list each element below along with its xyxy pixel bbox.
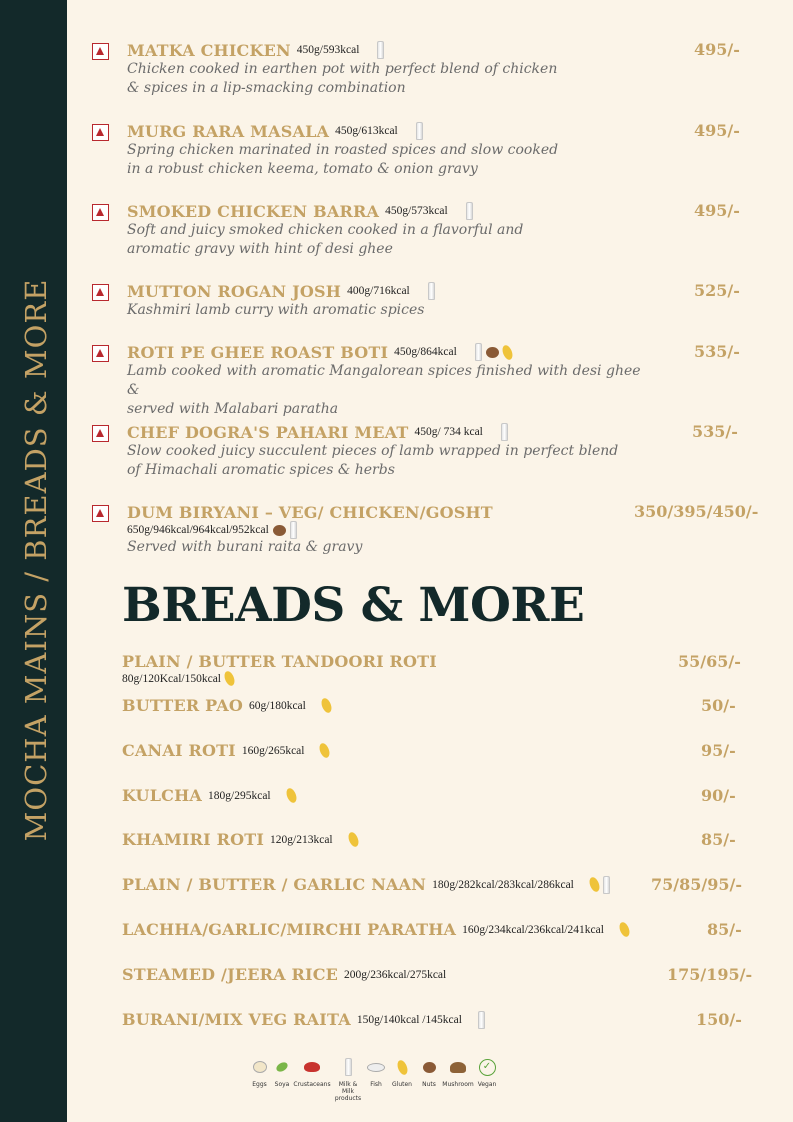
dish-price: 495/- [694,40,740,59]
gluten-icon [345,831,360,848]
dish-price: 75/85/95/- [651,875,742,894]
dish-weight: 450g/ 734 kcal [414,426,483,438]
soya-icon [275,1061,289,1074]
legend-label: Crustaceans [293,1081,331,1088]
dish-name: SMOKED CHICKEN BARRA [127,201,380,221]
sidebar [0,0,67,1122]
dish-weight: 60g/180kcal [249,699,306,712]
gluten-icon [617,921,632,938]
dish-description: of Himachali aromatic spices & herbs [127,462,395,478]
bread-item [122,741,329,760]
dish-name: BUTTER PAO [122,696,243,715]
allergen-legend [248,1056,499,1102]
milk-icon [290,521,297,539]
dish-price: 535/- [694,342,740,361]
dish-description: Spring chicken marinated in roasted spices and slow cooked [127,142,559,158]
dish-weight: 120g/213kcal [270,833,333,846]
dish-name: KULCHA [122,786,203,805]
gluten-icon [394,1058,409,1075]
milk-icon [345,1058,352,1076]
dish-description: Kashmiri lamb curry with aromatic spices [127,302,425,318]
dish-weight: 80g/120Kcal/150kcal [122,672,222,685]
dish-price: 50/- [701,696,736,715]
milk-icon [501,423,508,441]
menu-item [127,422,647,480]
dish-name: BURANI/MIX VEG RAITA [122,1010,351,1029]
legend-item [293,1056,331,1102]
menu-item [127,281,647,320]
legend-item [387,1056,417,1102]
nuts-icon [273,525,286,536]
dish-weight: 650g/946kcal/964kcal/952kcal [127,524,269,536]
nuts-icon [423,1062,436,1073]
dish-price: 535/- [692,422,738,441]
fish-icon [367,1063,385,1072]
dish-name: MURG RARA MASALA [127,121,330,141]
non-veg-icon [92,124,109,141]
dish-price: 495/- [694,121,740,140]
dish-name: MATKA CHICKEN [127,40,291,60]
menu-item [127,40,647,98]
dish-weight: 400g/716kcal [347,285,410,297]
menu-item [127,121,647,179]
milk-icon [428,282,435,300]
dish-name: ROTI PE GHEE ROAST BOTI [127,342,389,362]
non-veg-icon [92,425,109,442]
dish-description: Slow cooked juicy succulent pieces of lamb wrapped in perfect blend [127,443,619,459]
dish-price: 525/- [694,281,740,300]
dish-price: 495/- [694,201,740,220]
dish-description: Soft and juicy smoked chicken cooked in a flavorful and [127,222,524,238]
dish-weight: 450g/613kcal [335,125,398,137]
dish-price: 85/- [707,920,742,939]
bread-item [122,965,458,984]
non-veg-icon [92,43,109,60]
dish-weight: 450g/593kcal [296,44,360,56]
dish-name: PLAIN / BUTTER / GARLIC NAAN [122,875,427,894]
dish-weight: 160g/234kcal/236kcal/241kcal [462,923,604,936]
dish-description: Lamb cooked with aromatic Mangalorean spices finished with desi ghee & [127,363,641,398]
dish-name: PLAIN / BUTTER TANDOORI ROTI [122,652,437,671]
legend-item [365,1056,387,1102]
bread-item [122,830,358,849]
bread-item [122,652,437,686]
bread-item [122,786,296,805]
legend-item [271,1056,293,1102]
dish-description: Served with burani raita & gravy [127,539,363,555]
nuts-icon [486,347,499,358]
milk-icon [603,876,610,894]
dish-description: & spices in a lip-smacking combination [127,80,406,96]
gluten-icon [319,697,334,714]
non-veg-icon [92,284,109,301]
mushroom-icon [450,1062,466,1073]
non-veg-icon [92,204,109,221]
dish-price: 150/- [696,1010,742,1029]
dish-description: in a robust chicken keema, tomato & onion gravy [127,161,478,177]
bread-item [122,920,629,939]
dish-price: 95/- [701,741,736,760]
dish-weight: 150g/140kcal /145kcal [356,1013,462,1026]
dish-name: STEAMED /JEERA RICE [122,965,339,984]
legend-label: Gluten [392,1081,412,1088]
dish-price: 90/- [701,786,736,805]
dish-name: MUTTON ROGAN JOSH [127,281,342,301]
milk-icon [478,1011,485,1029]
gluten-icon [222,670,237,687]
legend-label: Fish [370,1081,382,1088]
gluten-icon [317,742,332,759]
dish-weight: 450g/864kcal [394,346,457,358]
dish-name: CHEF DOGRA'S PAHARI MEAT [127,422,409,442]
milk-icon [475,343,482,361]
menu-item [127,201,647,259]
crab-icon [304,1062,320,1072]
dish-price: 55/65/- [678,652,741,671]
non-veg-icon [92,505,109,522]
legend-item [331,1056,365,1102]
legend-label: Soya [274,1081,290,1088]
dish-name: DUM BIRYANI – VEG/ CHICKEN/GOSHT [127,502,493,522]
legend-item [475,1056,499,1102]
dish-price: 175/195/- [667,965,753,984]
legend-label: Nuts [422,1081,436,1088]
legend-label: Mushroom [442,1081,474,1088]
menu-item [127,342,647,419]
gluten-icon [587,876,602,893]
breads-section-title: BREADS & MORE [122,578,585,633]
milk-icon [377,41,384,59]
legend-label: Eggs [252,1081,267,1088]
legend-item [417,1056,441,1102]
dish-weight: 450g/573kcal [385,205,448,217]
gluten-icon [500,343,515,360]
dish-name: KHAMIRI ROTI [122,830,265,849]
vegan-icon: ✓ [479,1059,496,1076]
legend-item [441,1056,475,1102]
dish-name: CANAI ROTI [122,741,236,760]
legend-label: Milk & Milk products [334,1081,362,1102]
dish-weight: 160g/265kcal [241,744,305,757]
dish-name: LACHHA/GARLIC/MIRCHI PARATHA [122,920,457,939]
dish-description: served with Malabari paratha [127,401,339,417]
bread-item [122,1010,485,1029]
dish-weight: 180g/295kcal [208,789,271,802]
sidebar-title: MOCHA MAINS / BREADS & MORE [19,278,53,842]
legend-item [248,1056,271,1102]
dish-description: aromatic gravy with hint of desi ghee [127,241,393,257]
legend-label: Vegan [477,1081,497,1088]
dish-weight: 180g/282kcal/283kcal/286kcal [432,878,574,891]
dish-price: 350/395/450/- [634,502,759,521]
milk-icon [416,122,423,140]
egg-icon [253,1061,267,1073]
bread-item [122,875,610,894]
dish-price: 85/- [701,830,736,849]
dish-weight: 200g/236kcal/275kcal [344,968,447,981]
milk-icon [466,202,473,220]
bread-item [122,696,331,715]
menu-item [127,502,647,557]
gluten-icon [283,787,298,804]
dish-description: Chicken cooked in earthen pot with perfect blend of chicken [127,61,558,77]
non-veg-icon [92,345,109,362]
